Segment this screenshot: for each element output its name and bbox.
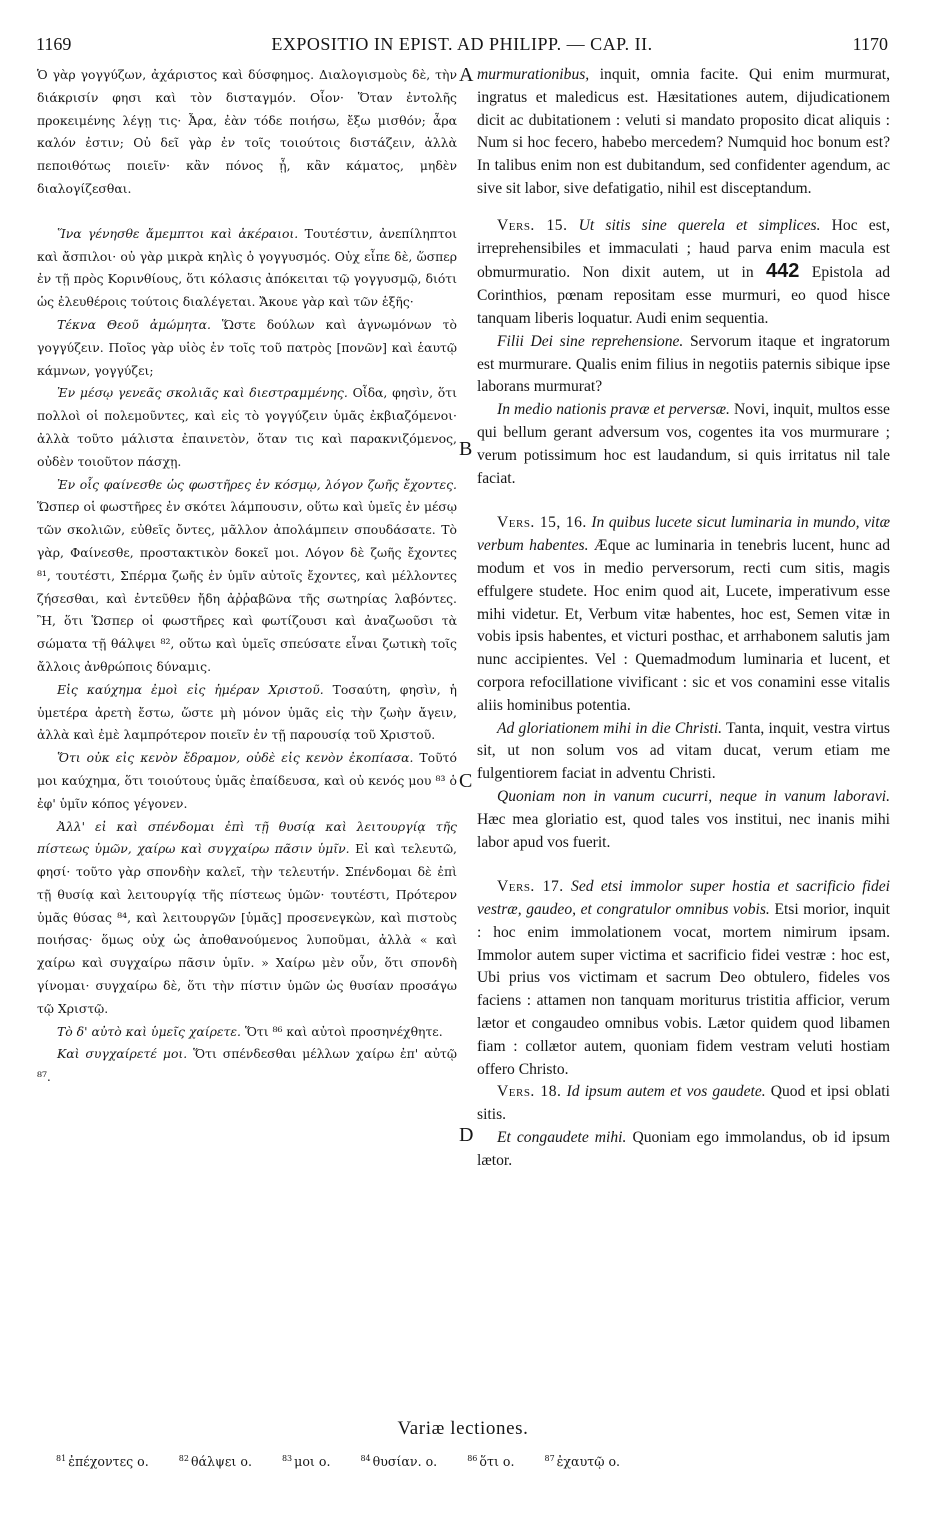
latin-text: Hæc mea gloriatio est, quod tales vos institui, nec inanis mihi labor apud vos fuerit. [477,810,890,851]
latin-paragraph [477,876,890,1081]
greek-paragraph [37,223,457,314]
latin-paragraph [477,331,890,399]
latin-lemma: Et congaudete mihi. [497,1129,627,1147]
greek-paragraph [37,474,457,679]
note-text: ὅτι ο. [479,1454,515,1470]
latin-paragraph [477,64,890,201]
latin-text: Servorum itaque et ingratorum est murmurare. Qualis enim filius in negotiis paternis sibique ipse laborans murmurat? [477,332,890,396]
latin-text: Novi, inquit, multos esse qui bellum gerant adversum vos, cogentes ita vos murmurare ; verum potissimum hoc est laudandum, si quis irritatus nil tale faciat. [477,401,890,487]
greek-paragraph [37,816,457,1021]
greek-lemma: Ἐν οἷς φαίνεσθε ὡς φωστῆρες ἐν κόσμῳ, λόγον ζωῆς ἔχοντες. [57,476,457,492]
latin-lemma: In quibus lucete sicut luminaria in mundo, vitæ verbum habentes. [477,514,890,555]
variant-note [56,1454,149,1469]
latin-text: Quoniam ego immolandus, ob id ipsum lætor. [477,1129,890,1169]
latin-column [477,64,890,1173]
note-number: 82 [178,1454,189,1463]
latin-lemma: Quoniam non in vanum cucurri, neque in vanum laboravi. [497,787,890,805]
latin-paragraph [477,718,890,786]
variae-lectiones-notes [56,1454,896,1469]
greek-paragraph [37,679,457,747]
latin-lemma: In medio nationis pravæ et perversæ. [497,401,730,419]
latin-lemma: Ad gloriationem mihi in die Christi. [497,719,723,737]
latin-paragraph [477,1127,890,1173]
greek-text: Τοῦτό μοι καύχημα, ὅτι τοιούτους ὑμᾶς ἐπαίδευσα, καὶ οὐ κενός μου ⁸³ ὁ ἐφ' ὑμῖν κόπος γέγονεν. [37,750,457,811]
greek-lemma: Ἐν μέσῳ γενεᾶς σκολιᾶς καὶ διεστραμμένης. [57,385,348,401]
note-number: 86 [467,1454,478,1463]
greek-paragraph [37,1043,457,1089]
latin-text: Tanta, inquit, vestra virtus sit, ut non solum vos ad vitam ducat, verum etiam me fulgentiorem faciat in adventu Christi. [477,719,890,783]
variant-note [467,1454,514,1469]
note-number: 81 [56,1454,67,1463]
column-marker-b: B [459,438,473,460]
latin-text: Quod et ipsi oblati sitis. [477,1083,890,1124]
greek-text: Ὅτι σπένδεσθαι μέλλων χαίρω ἐπ' αὐτῷ ⁸⁷. [37,1046,457,1085]
greek-column [37,64,457,1089]
greek-lemma: Καὶ συγχαίρετέ μοι. [57,1046,188,1062]
latin-text-part: Hoc est, irreprehensibiles et immaculati ; haud parva enim macula est obmurmuratio. Non dixit autem, ut in [477,216,890,282]
greek-text: Ὥστε δούλων καὶ ἀγνωμόνων τὸ γογγύζειν. Ποῖος γὰρ υἱὸς ἐν τοῖς τοῦ πατρὸς [πονῶν] καὶ ἑαυτῷ κάμνων, γογγύζει; [37,316,457,378]
latin-paragraph [477,215,890,331]
note-text: ἐπέχοντες ο. [68,1454,149,1470]
greek-lemma: Ἀλλ' εἰ καὶ σπένδομαι ἐπὶ τῇ θυσίᾳ καὶ λειτουργίᾳ τῆς πίστεως ὑμῶν, χαίρω καὶ συγχαίρω πᾶσιν ὑμῖν. [37,818,457,857]
latin-lemma: Sed etsi immolor super hostia et sacrificio fidei vestræ, gaudeo, et congratulor omnibus vobis. [477,878,890,919]
latin-text: Æque ac luminaria in tenebris lucent, hunc ad modum et vos in medio perversorum, recti cum sitis, magis effulgere studete. Hoc enim quod ait, Lucete, imperativum esse mihi videtur. Et, Verbum vitæ habentes, hoc est, Semen vitæ in vobis ipsis habentes, et victuri posthac, et arrhabonem salutis jam nunc accipientes. Vel : Quemadmodum luminaria et lucent, et corpora refocillatione vivificant : sic et vos conamini esse vitalis aliis hominibus potentia. [477,537,891,714]
column-marker-d: D [459,1124,474,1146]
running-title: EXPOSITIO IN EPIST. AD PHILIPP. — CAP. II. [271,34,653,54]
variant-note [179,1454,252,1469]
greek-text: Ὅτι ⁸⁶ καὶ αὐτοὶ προσηνέχθητε. [244,1023,443,1039]
greek-text: Οἶδα, φησὶν, ὅτι πολλοὶ οἱ πολεμοῦντες, καὶ εἰς τὸ γογγύζειν ὑμᾶς ἐκβιαζόμενοι· ἀλλὰ τοῦτο μάλιστα ἐπαινετὸν, ὅταν τις καὶ παρακνιζόμενος, οὐδὲν τοιοῦτον πάσχῃ. [37,385,457,469]
variant-note [282,1454,330,1469]
latin-paragraph [477,786,890,854]
latin-paragraph [477,512,890,717]
greek-lemma: Εἰς καύχημα ἐμοὶ εἰς ἡμέραν Χριστοῦ. [57,681,324,697]
column-marker-c: C [459,770,473,792]
note-number: 84 [360,1454,371,1463]
column-marker-a: A [459,64,474,86]
greek-paragraph [37,382,457,473]
latin-paragraph [477,1081,890,1127]
latin-lemma: Id ipsum autem et vos gaudete. [566,1083,766,1101]
note-text: μοι ο. [294,1454,331,1470]
greek-text: Τοσαύτη, φησὶν, ἡ ὑμετέρα ἀρετὴ ἔστω, ὥστε μὴ μόνον ὑμᾶς εἰς τὴν ζωὴν ἄγειν, ἀλλὰ καὶ ἐμὲ λαμπρότερον ποιεῖν ἐν τῇ παρουσίᾳ τοῦ Χριστοῦ. [37,681,457,743]
variant-note [360,1454,437,1469]
note-text: θυσίαν. ο. [372,1454,438,1470]
note-number: 83 [281,1454,293,1463]
greek-text: Τουτέστιν, ἀνεπίληπτοι καὶ ἄσπιλοι· οὐ γὰρ μικρὰ κηλὶς ὁ γογγυσμός. Οὐχ εἶπε δὲ, ὥσπερ ἐν τῇ πρὸς Κορινθίους, ὅτι κόλασις ἀπόκειται τῷ γογγυσμῷ, διότι ὡς ἐλευθέροις τούτοις διαλέγεται. Ἄκουε γὰρ καὶ τῶν ἑξῆς· [37,225,457,310]
greek-paragraph [37,747,457,815]
variant-note [544,1454,620,1469]
page-number-right: 1170 [852,34,888,54]
greek-text: Ὁ γὰρ γογγύζων, ἀχάριστος καὶ δύσφημος. Διαλογισμοὺς δὲ, τὴν διάκρισίν φησι καὶ τὸν δισταγμόν. Οἷον· Ὅταν ἐντολῆς προκειμένης λέγῃ τις· Ἆρα, ἐὰν τόδε ποιήσω, ἔξω μισθόν; ἆρα καλόν ἐστιν; Οὐ δεῖ γὰρ ἐν τοῖς τοιούτοις διστάζειν, ἀλλὰ πεποιθότως ποιεῖν· κἂν πόνος ᾖ, κἂν κάματος, μηδὲν διαλογίζεσθαι. [37,67,457,196]
greek-paragraph [37,64,457,201]
variae-lectiones-title: Variæ lectiones. [397,1418,529,1439]
greek-text: Ὥσπερ οἱ φωστῆρες ἐν σκότει λάμπουσιν, οὕτω καὶ ὑμεῖς ἐν μέσῳ τῶν σκολιῶν, εὐθεῖς ὄντες, μᾶλλον ἀπολάμπειν σπουδάσατε. Τὸ γὰρ, Φαίνεσθε, προστακτικὸν δοκεῖ μοι. Λόγον δὲ ζωῆς ἔχοντες ⁸¹, τουτέστι, Σπέρμα ζωῆς ἐν ὑμῖν αὐτοῖς ἔχοντες, καὶ μέλλοντες ζήσεσθαι, καὶ ἐντεῦθεν ἤδη ἀῤῥαβῶνα τῆς σωτηρίας λαβόντες. Ἢ, ὅτι Ὥσπερ οἱ φωστῆρες καὶ φωτίζουσι καὶ ἀναζωοῦσι τὰ σώματα τῇ θάλψει ⁸², οὕτω καὶ ὑμεῖς σπεύσατε εἶναι ζωτικὴ τοῖς ἄλλοις ἀνθρώποις δύναμις. [37,499,457,674]
running-header [36,34,888,60]
latin-lemma: Ut sitis sine querela et simplices. [578,216,821,234]
verse-number: Vers. 15, 16. [497,514,587,532]
greek-lemma: Τέκνα Θεοῦ ἀμώμητα. [57,316,211,332]
latin-text: Etsi morior, inquit : hoc enim immolationem vocat, mortem nimirum ipsam. Immolor autem super victima et sacrificio fidei vestræ : hoc est, Ubi prius vos victimam et sacrum Deo obtulero, fideles vos faciens : attamen non tanquam moriturus tristitia afficior, verum lætor et congaudeo omnibus vobis. Lætor quidem quod libamen fiam : collætor autem, quoniam fidem vestram veluti hostiam offero Christo. [477,901,890,1078]
greek-lemma: Ὅτι οὐκ εἰς κενὸν ἔδραμον, οὐδὲ εἰς κενὸν ἐκοπίασα. [57,750,414,766]
note-text: ἐχαυτῷ ο. [556,1454,621,1470]
latin-paragraph [477,399,890,490]
greek-paragraph [37,314,457,382]
latin-lemma: murmurationibus, [477,66,590,83]
note-text: θάλψει ο. [190,1454,252,1470]
note-number: 87 [544,1454,555,1463]
greek-lemma: Ἵνα γένησθε ἄμεμπτοι καὶ ἀκέραιοι. [57,225,299,241]
verse-number: Vers. 18. [497,1083,562,1101]
greek-lemma: Τὸ δ' αὐτὸ καὶ ὑμεῖς χαίρετε. [57,1023,241,1039]
greek-paragraph [37,1021,457,1044]
column-number: 442 [766,260,800,283]
latin-text-part: Epistola ad Corinthios, pœnam repositam esse murmuri, eo quod hisce tanquam liberis loquatur. Audi enim sequentia. [477,264,890,327]
page-number-left: 1169 [36,34,72,54]
verse-number: Vers. 17. [497,878,564,896]
verse-number: Vers. 15. [497,216,568,234]
latin-text: inquit, omnia facite. Qui enim murmurat, ingratus et maledicus est. Hæsitationes autem, dijudicationem dicit ac dubitationem : veluti si mandato proposito dicat aliquis : Num si hoc fecero, habebo mercedem? Numquid hoc bonum est? In talibus enim non est dubitandum, sed confidenter agendum, ac sive sit labor, sive defatigatio, nihil est disceptandum. [477,66,890,197]
latin-lemma: Filii Dei sine reprehensione. [497,332,684,350]
greek-text: Εἰ καὶ τελευτῶ, φησί· τοῦτο γὰρ σπονδὴν καλεῖ, τὴν τελευτήν. Σπένδομαι δὲ ἐπὶ τῇ θυσίᾳ καὶ λειτουργίᾳ τῆς πίστεως ὑμῶν· τουτέστι, Πρότερον ὑμᾶς θύσας ⁸⁴, καὶ λειτουργῶν [ὑμᾶς] προσενεγκὼν, καὶ πιστοὺς ποιήσας· ὅμως οὐχ ὡς ἀποθανούμενος λυποῦμαι, ἀλλὰ « καὶ χαίρω καὶ συγχαίρω πᾶσιν ὑμῖν. » Χαίρω μὲν οὖν, ὅτι σπονδὴ γίνομαι· συγχαίρω δὲ, ὅτι τὴν πίστιν ὑμῶν ὡς θυσίαν προσάγω τῷ Χριστῷ. [37,841,457,1016]
